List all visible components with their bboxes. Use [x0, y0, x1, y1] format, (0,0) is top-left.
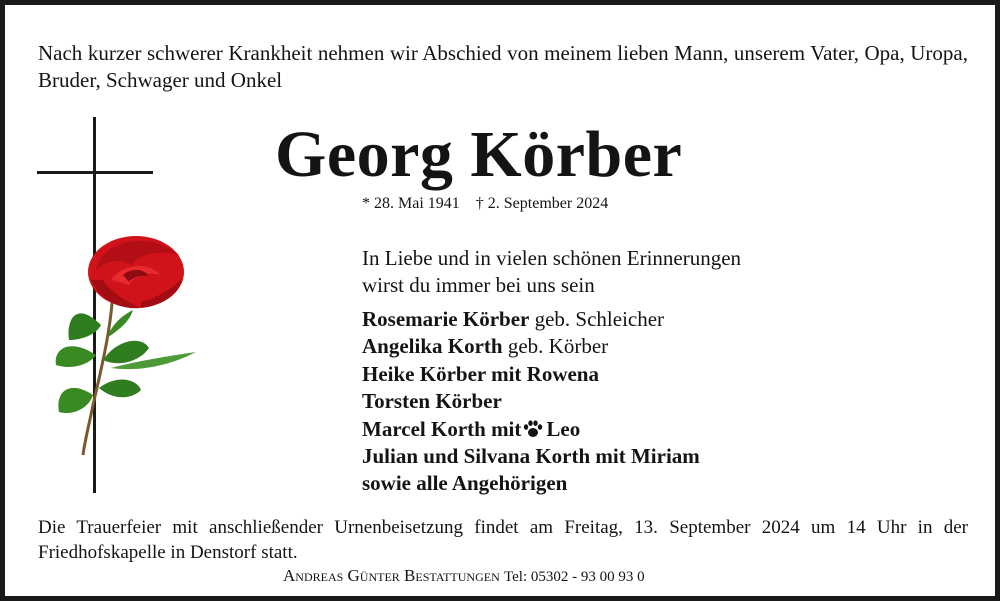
- ceremony-info: Die Trauerfeier mit anschließender Urnenbeisetzung findet am Freitag, 13. September 2024 um 14 Uhr in der Friedhofskapelle in Denstorf statt.: [38, 517, 968, 563]
- mourner-entry: [362, 470, 700, 497]
- pet-name: Leo: [546, 416, 581, 441]
- life-dates: [362, 195, 608, 213]
- undertaker-name: Andreas Günter Bestattungen: [283, 566, 500, 585]
- mourner-entry: [362, 388, 700, 415]
- mourner-name: Rosemarie Körber: [362, 307, 530, 331]
- mourner-name: sowie alle Angehörigen: [362, 471, 568, 496]
- death-date: † 2. September 2024: [475, 195, 609, 212]
- mourner-entry: [362, 416, 700, 443]
- intro-text: Nach kurzer schwerer Krankheit nehmen wir Abschied von meinem lieben Mann, unserem Vater, Opa, Uropa, Bruder, Schwager und Onkel: [38, 41, 968, 92]
- mourner-note: geb. Körber: [507, 334, 609, 359]
- verse-line: In Liebe und in vielen schönen Erinnerungen: [362, 246, 742, 270]
- mourner-name: Heike Körber mit Rowena: [362, 361, 599, 386]
- mourners-list: [362, 306, 700, 498]
- memorial-verse: [362, 245, 741, 299]
- mourner-name: Torsten Körber: [362, 389, 502, 414]
- mourner-entry: [362, 443, 700, 470]
- undertaker-line: [283, 566, 645, 586]
- mourner-entry: [362, 333, 700, 360]
- mourner-note: geb. Schleicher: [534, 307, 665, 331]
- birth-date: * 28. Mai 1941: [362, 195, 460, 212]
- mourner-name: Angelika Korth: [362, 334, 503, 359]
- mourner-entry: [362, 361, 700, 388]
- mourner-entry: [362, 306, 700, 333]
- cross-icon-bar: [37, 171, 153, 174]
- mourner-name: Marcel Korth mit: [362, 416, 522, 441]
- mourner-name: Julian und Silvana Korth mit Miriam: [362, 444, 700, 469]
- obituary-card: [5, 5, 995, 596]
- deceased-name: Georg Körber: [275, 118, 683, 191]
- rose-icon: [41, 230, 201, 460]
- undertaker-phone: Tel: 05302 - 93 00 93 0: [504, 569, 645, 585]
- paw-icon: [523, 420, 543, 438]
- verse-line: wirst du immer bei uns sein: [362, 273, 595, 297]
